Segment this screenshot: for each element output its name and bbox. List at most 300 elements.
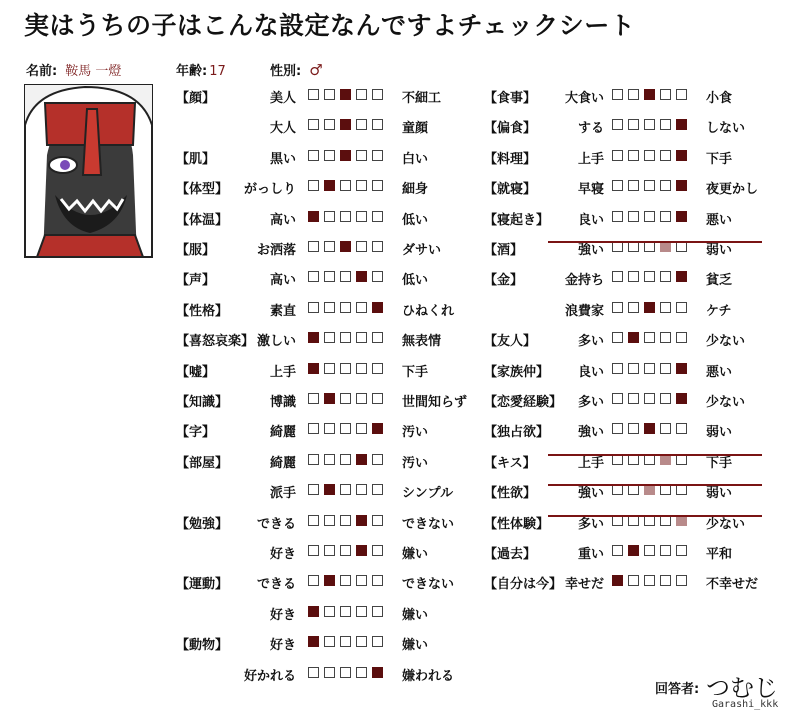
row-right-label: シンプル <box>402 486 454 502</box>
rating-box[interactable] <box>324 302 335 313</box>
rating-box[interactable] <box>660 89 671 100</box>
row-left-label: 綺麗 <box>269 425 296 441</box>
row-right-label: ケチ <box>706 303 732 319</box>
rating-boxes <box>308 393 388 404</box>
rating-box[interactable] <box>612 302 623 313</box>
row-right-label: 嫌い <box>402 547 429 562</box>
rating-boxes <box>308 150 388 161</box>
row-left-label: 素直 <box>269 303 296 319</box>
rating-box[interactable] <box>628 302 639 313</box>
row-right-label: ダサい <box>402 243 442 258</box>
rating-box[interactable] <box>372 211 383 222</box>
answerer-signature: つむじ <box>706 674 778 702</box>
rating-box[interactable] <box>308 332 319 343</box>
rating-box[interactable] <box>644 119 655 130</box>
row-category: 【知識】 <box>176 395 229 410</box>
rating-box[interactable] <box>324 393 335 404</box>
row-left-label: 好き <box>269 607 296 623</box>
rating-boxes <box>308 484 388 495</box>
row-left-label: 大食い <box>564 91 604 106</box>
rating-box[interactable] <box>340 302 351 313</box>
rating-box[interactable] <box>340 484 351 495</box>
row-left-label: 上手 <box>269 364 296 380</box>
rating-boxes <box>308 545 388 556</box>
rating-box[interactable] <box>356 211 367 222</box>
rating-box[interactable] <box>324 89 335 100</box>
row-right-label: 下手 <box>706 455 733 471</box>
row-right-label: 弱い <box>706 486 733 502</box>
rating-box[interactable] <box>676 89 687 100</box>
rating-box[interactable] <box>660 271 671 282</box>
row-category: 【顔】 <box>176 91 216 106</box>
rating-box[interactable] <box>676 119 687 130</box>
rating-box[interactable] <box>612 180 623 191</box>
gender-label: 性別: <box>270 64 302 79</box>
rating-box[interactable] <box>340 332 351 343</box>
rating-box[interactable] <box>308 393 319 404</box>
strike-line <box>548 515 762 517</box>
rating-box[interactable] <box>324 454 335 465</box>
rating-box[interactable] <box>308 636 319 647</box>
row-category: 【動物】 <box>176 638 229 654</box>
rating-box[interactable] <box>356 606 367 617</box>
row-category: 【部屋】 <box>176 455 229 471</box>
row-left-label: がっしり <box>243 182 296 198</box>
rating-box[interactable] <box>308 575 319 586</box>
row-category: 【性体験】 <box>484 516 550 532</box>
rating-boxes <box>308 454 388 465</box>
rating-boxes <box>308 636 388 647</box>
rating-box[interactable] <box>644 180 655 191</box>
row-left-label: 浪費家 <box>564 303 604 319</box>
rating-box[interactable] <box>308 484 319 495</box>
rating-box[interactable] <box>308 545 319 556</box>
rating-boxes <box>308 89 388 100</box>
rating-box[interactable] <box>356 545 367 556</box>
row-right-label: 低い <box>402 273 429 289</box>
row-left-label: 好き <box>269 638 296 654</box>
row-right-label: 無表情 <box>402 334 442 350</box>
name-label: 名前: <box>26 64 58 79</box>
rating-box[interactable] <box>660 119 671 130</box>
rating-box[interactable] <box>340 545 351 556</box>
rating-box[interactable] <box>676 423 687 434</box>
rating-boxes <box>612 211 692 222</box>
rating-box[interactable] <box>308 211 319 222</box>
row-left-label: 上手 <box>577 151 604 167</box>
rating-box[interactable] <box>340 454 351 465</box>
rating-box[interactable] <box>340 606 351 617</box>
gender-value: ♂ <box>309 61 323 79</box>
rating-box[interactable] <box>308 302 319 313</box>
row-category: 【寝起き】 <box>484 212 550 228</box>
rating-box[interactable] <box>612 89 623 100</box>
row-left-label: 激しい <box>256 334 296 350</box>
rating-box[interactable] <box>356 89 367 100</box>
rating-box[interactable] <box>628 119 639 130</box>
rating-box[interactable] <box>308 241 319 252</box>
row-left-label: 派手 <box>269 486 296 502</box>
rating-boxes <box>308 211 388 222</box>
rating-box[interactable] <box>340 150 351 161</box>
row-left-label: 美人 <box>269 91 296 106</box>
rating-box[interactable] <box>324 606 335 617</box>
rating-boxes <box>308 606 388 617</box>
row-right-label: 悪い <box>706 364 733 380</box>
rating-box[interactable] <box>660 211 671 222</box>
row-right-label: 汚い <box>402 455 429 471</box>
rating-box[interactable] <box>372 393 383 404</box>
rating-box[interactable] <box>308 89 319 100</box>
rating-box[interactable] <box>340 241 351 252</box>
rating-box[interactable] <box>308 271 319 282</box>
rating-box[interactable] <box>372 423 383 434</box>
gender-field <box>270 60 323 79</box>
age-value: 17 <box>209 64 226 79</box>
rating-box[interactable] <box>676 332 687 343</box>
rating-box[interactable] <box>612 363 623 374</box>
rating-box[interactable] <box>340 271 351 282</box>
row-left-label: 大人 <box>269 121 296 137</box>
rating-box[interactable] <box>612 211 623 222</box>
rating-box[interactable] <box>308 423 319 434</box>
rating-box[interactable] <box>372 606 383 617</box>
rating-box[interactable] <box>628 150 639 161</box>
row-category: 【料理】 <box>484 151 537 167</box>
rating-box[interactable] <box>644 575 655 586</box>
rating-box[interactable] <box>660 423 671 434</box>
rating-box[interactable] <box>612 150 623 161</box>
rating-box[interactable] <box>356 484 367 495</box>
rating-box[interactable] <box>372 119 383 130</box>
rating-box[interactable] <box>324 271 335 282</box>
rating-box[interactable] <box>644 150 655 161</box>
rating-box[interactable] <box>612 423 623 434</box>
rating-box[interactable] <box>644 545 655 556</box>
rating-boxes <box>612 393 692 404</box>
row-right-label: 汚い <box>402 425 429 441</box>
rating-box[interactable] <box>628 545 639 556</box>
rating-boxes <box>308 363 388 374</box>
rating-box[interactable] <box>324 180 335 191</box>
rating-box[interactable] <box>340 393 351 404</box>
rating-box[interactable] <box>372 575 383 586</box>
rating-box[interactable] <box>676 302 687 313</box>
rating-box[interactable] <box>356 180 367 191</box>
rating-box[interactable] <box>340 423 351 434</box>
row-right-label: 下手 <box>402 364 429 380</box>
rating-box[interactable] <box>612 119 623 130</box>
row-right-label: 少ない <box>706 334 746 350</box>
rating-box[interactable] <box>324 211 335 222</box>
rating-box[interactable] <box>612 545 623 556</box>
rating-box[interactable] <box>356 363 367 374</box>
rating-box[interactable] <box>660 302 671 313</box>
rating-box[interactable] <box>356 667 367 678</box>
row-left-label: 好き <box>269 547 296 562</box>
row-category: 【食事】 <box>484 91 537 106</box>
rating-box[interactable] <box>324 515 335 526</box>
rating-box[interactable] <box>644 302 655 313</box>
rating-box[interactable] <box>324 667 335 678</box>
row-category: 【過去】 <box>484 547 537 562</box>
row-right-label: 貧乏 <box>706 273 733 289</box>
rating-box[interactable] <box>612 271 623 282</box>
rating-box[interactable] <box>644 89 655 100</box>
age-field <box>176 60 226 79</box>
rating-box[interactable] <box>340 211 351 222</box>
rating-box[interactable] <box>676 150 687 161</box>
row-category: 【自分は今】 <box>484 577 563 593</box>
rating-box[interactable] <box>628 332 639 343</box>
rating-box[interactable] <box>324 241 335 252</box>
row-right-label: ひねくれ <box>402 303 455 319</box>
row-left-label: できる <box>256 516 296 532</box>
rating-box[interactable] <box>340 363 351 374</box>
row-right-label: 悪い <box>706 212 733 228</box>
rating-boxes <box>612 332 692 343</box>
rating-box[interactable] <box>628 393 639 404</box>
age-label: 年齢: <box>176 64 208 79</box>
rating-boxes <box>308 667 388 678</box>
rating-boxes <box>612 150 692 161</box>
rating-box[interactable] <box>324 545 335 556</box>
rating-box[interactable] <box>340 515 351 526</box>
rating-box[interactable] <box>308 454 319 465</box>
row-category: 【勉強】 <box>176 516 229 532</box>
row-left-label: 黒い <box>269 151 296 167</box>
rating-boxes <box>612 271 692 282</box>
row-category: 【性欲】 <box>484 486 537 502</box>
row-category: 【金】 <box>484 273 524 289</box>
row-left-label: 強い <box>577 425 604 441</box>
rating-box[interactable] <box>628 271 639 282</box>
rating-box[interactable] <box>644 211 655 222</box>
rating-box[interactable] <box>340 180 351 191</box>
rating-box[interactable] <box>308 515 319 526</box>
rating-boxes <box>612 89 692 100</box>
rating-box[interactable] <box>660 575 671 586</box>
rating-boxes <box>308 332 388 343</box>
rating-box[interactable] <box>372 484 383 495</box>
rating-box[interactable] <box>356 423 367 434</box>
rating-box[interactable] <box>628 423 639 434</box>
rating-boxes <box>612 302 692 313</box>
rating-box[interactable] <box>372 545 383 556</box>
row-right-label: 嫌い <box>402 607 429 623</box>
row-right-label: 嫌い <box>402 638 429 654</box>
rating-box[interactable] <box>356 302 367 313</box>
rating-box[interactable] <box>612 332 623 343</box>
row-category: 【字】 <box>176 425 216 441</box>
sheet-title: 実はうちの子はこんな設定なんですよチェックシート <box>24 11 636 40</box>
answerer-handle: Garashi_kkk <box>712 699 779 710</box>
rating-box[interactable] <box>340 575 351 586</box>
rating-box[interactable] <box>628 89 639 100</box>
rating-box[interactable] <box>644 363 655 374</box>
row-right-label: 弱い <box>706 425 733 441</box>
row-left-label: 良い <box>577 364 604 380</box>
row-left-label: 上手 <box>577 455 604 471</box>
rating-box[interactable] <box>356 393 367 404</box>
rating-box[interactable] <box>372 180 383 191</box>
rating-box[interactable] <box>372 515 383 526</box>
rating-box[interactable] <box>660 150 671 161</box>
rating-box[interactable] <box>372 271 383 282</box>
rating-box[interactable] <box>356 454 367 465</box>
rating-boxes <box>612 180 692 191</box>
rating-box[interactable] <box>372 667 383 678</box>
rating-box[interactable] <box>676 363 687 374</box>
rating-box[interactable] <box>372 150 383 161</box>
rating-box[interactable] <box>356 150 367 161</box>
rating-box[interactable] <box>628 363 639 374</box>
rating-boxes <box>612 545 692 556</box>
rating-box[interactable] <box>660 180 671 191</box>
row-category: 【家族仲】 <box>484 364 550 380</box>
row-right-label: 不細工 <box>402 91 442 106</box>
rating-box[interactable] <box>324 332 335 343</box>
row-right-label: 細身 <box>402 182 429 198</box>
rating-box[interactable] <box>644 393 655 404</box>
rating-box[interactable] <box>612 393 623 404</box>
rating-box[interactable] <box>340 667 351 678</box>
row-right-label: 嫌われる <box>402 668 455 684</box>
row-right-label: 世間知らず <box>402 395 468 410</box>
rating-box[interactable] <box>644 423 655 434</box>
row-right-label: 少ない <box>706 516 746 532</box>
rating-box[interactable] <box>660 545 671 556</box>
rating-boxes <box>308 423 388 434</box>
row-right-label: できない <box>402 516 455 532</box>
rating-box[interactable] <box>308 150 319 161</box>
rating-box[interactable] <box>324 150 335 161</box>
rating-box[interactable] <box>324 636 335 647</box>
rating-box[interactable] <box>676 211 687 222</box>
row-left-label: 早寝 <box>577 182 604 198</box>
rating-box[interactable] <box>324 575 335 586</box>
row-left-label: 高い <box>269 212 296 228</box>
rating-box[interactable] <box>676 180 687 191</box>
row-left-label: 綺麗 <box>269 455 296 471</box>
rating-box[interactable] <box>372 363 383 374</box>
rating-box[interactable] <box>324 484 335 495</box>
row-right-label: 夜更かし <box>706 182 759 198</box>
row-category: 【性格】 <box>176 303 229 319</box>
rating-box[interactable] <box>356 575 367 586</box>
row-left-label: 良い <box>577 212 604 228</box>
rating-box[interactable] <box>628 575 639 586</box>
row-right-label: 小食 <box>706 91 733 106</box>
rating-box[interactable] <box>612 575 623 586</box>
character-portrait <box>24 84 153 258</box>
rating-box[interactable] <box>644 271 655 282</box>
row-right-label: 平和 <box>706 547 733 562</box>
rating-box[interactable] <box>628 180 639 191</box>
rating-box[interactable] <box>340 89 351 100</box>
rating-box[interactable] <box>308 119 319 130</box>
rating-box[interactable] <box>372 302 383 313</box>
rating-box[interactable] <box>324 423 335 434</box>
rating-boxes <box>308 241 388 252</box>
rating-box[interactable] <box>340 119 351 130</box>
row-left-label: 好かれる <box>243 668 296 684</box>
row-category: 【友人】 <box>484 334 537 350</box>
rating-box[interactable] <box>660 393 671 404</box>
rating-box[interactable] <box>372 636 383 647</box>
rating-box[interactable] <box>324 119 335 130</box>
rating-box[interactable] <box>356 332 367 343</box>
rating-box[interactable] <box>676 271 687 282</box>
rating-box[interactable] <box>660 363 671 374</box>
rating-box[interactable] <box>308 667 319 678</box>
rating-box[interactable] <box>324 363 335 374</box>
rating-box[interactable] <box>308 180 319 191</box>
rating-boxes <box>612 423 692 434</box>
strike-line <box>548 484 762 486</box>
rating-box[interactable] <box>676 575 687 586</box>
name-field <box>26 60 121 79</box>
row-left-label: 多い <box>577 395 604 410</box>
row-category: 【体温】 <box>176 212 229 228</box>
rating-boxes <box>308 180 388 191</box>
rating-box[interactable] <box>676 545 687 556</box>
row-category: 【体型】 <box>176 182 229 198</box>
rating-box[interactable] <box>372 241 383 252</box>
rating-box[interactable] <box>308 363 319 374</box>
rating-box[interactable] <box>356 241 367 252</box>
row-left-label: 多い <box>577 334 604 350</box>
rating-box[interactable] <box>308 606 319 617</box>
rating-boxes <box>612 363 692 374</box>
row-right-label: 少ない <box>706 395 746 410</box>
rating-box[interactable] <box>660 332 671 343</box>
row-category: 【声】 <box>176 273 216 289</box>
row-category: 【嘘】 <box>176 364 216 380</box>
rating-box[interactable] <box>356 515 367 526</box>
row-left-label: 博識 <box>269 395 296 410</box>
row-left-label: 金持ち <box>564 273 604 289</box>
rating-box[interactable] <box>372 454 383 465</box>
rating-box[interactable] <box>356 636 367 647</box>
rating-boxes <box>308 575 388 586</box>
rating-box[interactable] <box>676 393 687 404</box>
row-right-label: できない <box>402 577 455 593</box>
rating-boxes <box>612 575 692 586</box>
row-left-label: できる <box>256 577 296 593</box>
rating-box[interactable] <box>372 89 383 100</box>
row-category: 【キス】 <box>484 455 536 471</box>
rating-box[interactable] <box>356 271 367 282</box>
rating-box[interactable] <box>356 119 367 130</box>
rating-box[interactable] <box>340 636 351 647</box>
row-category: 【偏食】 <box>484 121 537 137</box>
row-category: 【恋愛経験】 <box>484 395 563 410</box>
rating-boxes <box>308 119 388 130</box>
rating-box[interactable] <box>644 332 655 343</box>
rating-boxes <box>612 119 692 130</box>
rating-box[interactable] <box>628 211 639 222</box>
answerer-label: 回答者: <box>655 682 700 697</box>
rating-box[interactable] <box>372 332 383 343</box>
row-category: 【運動】 <box>176 577 229 593</box>
rating-boxes <box>308 302 388 313</box>
row-right-label: 白い <box>402 151 429 167</box>
row-right-label: 不幸せだ <box>706 577 759 593</box>
row-category: 【独占欲】 <box>484 425 550 441</box>
row-category: 【肌】 <box>176 151 216 167</box>
row-category: 【喜怒哀楽】 <box>176 334 255 350</box>
